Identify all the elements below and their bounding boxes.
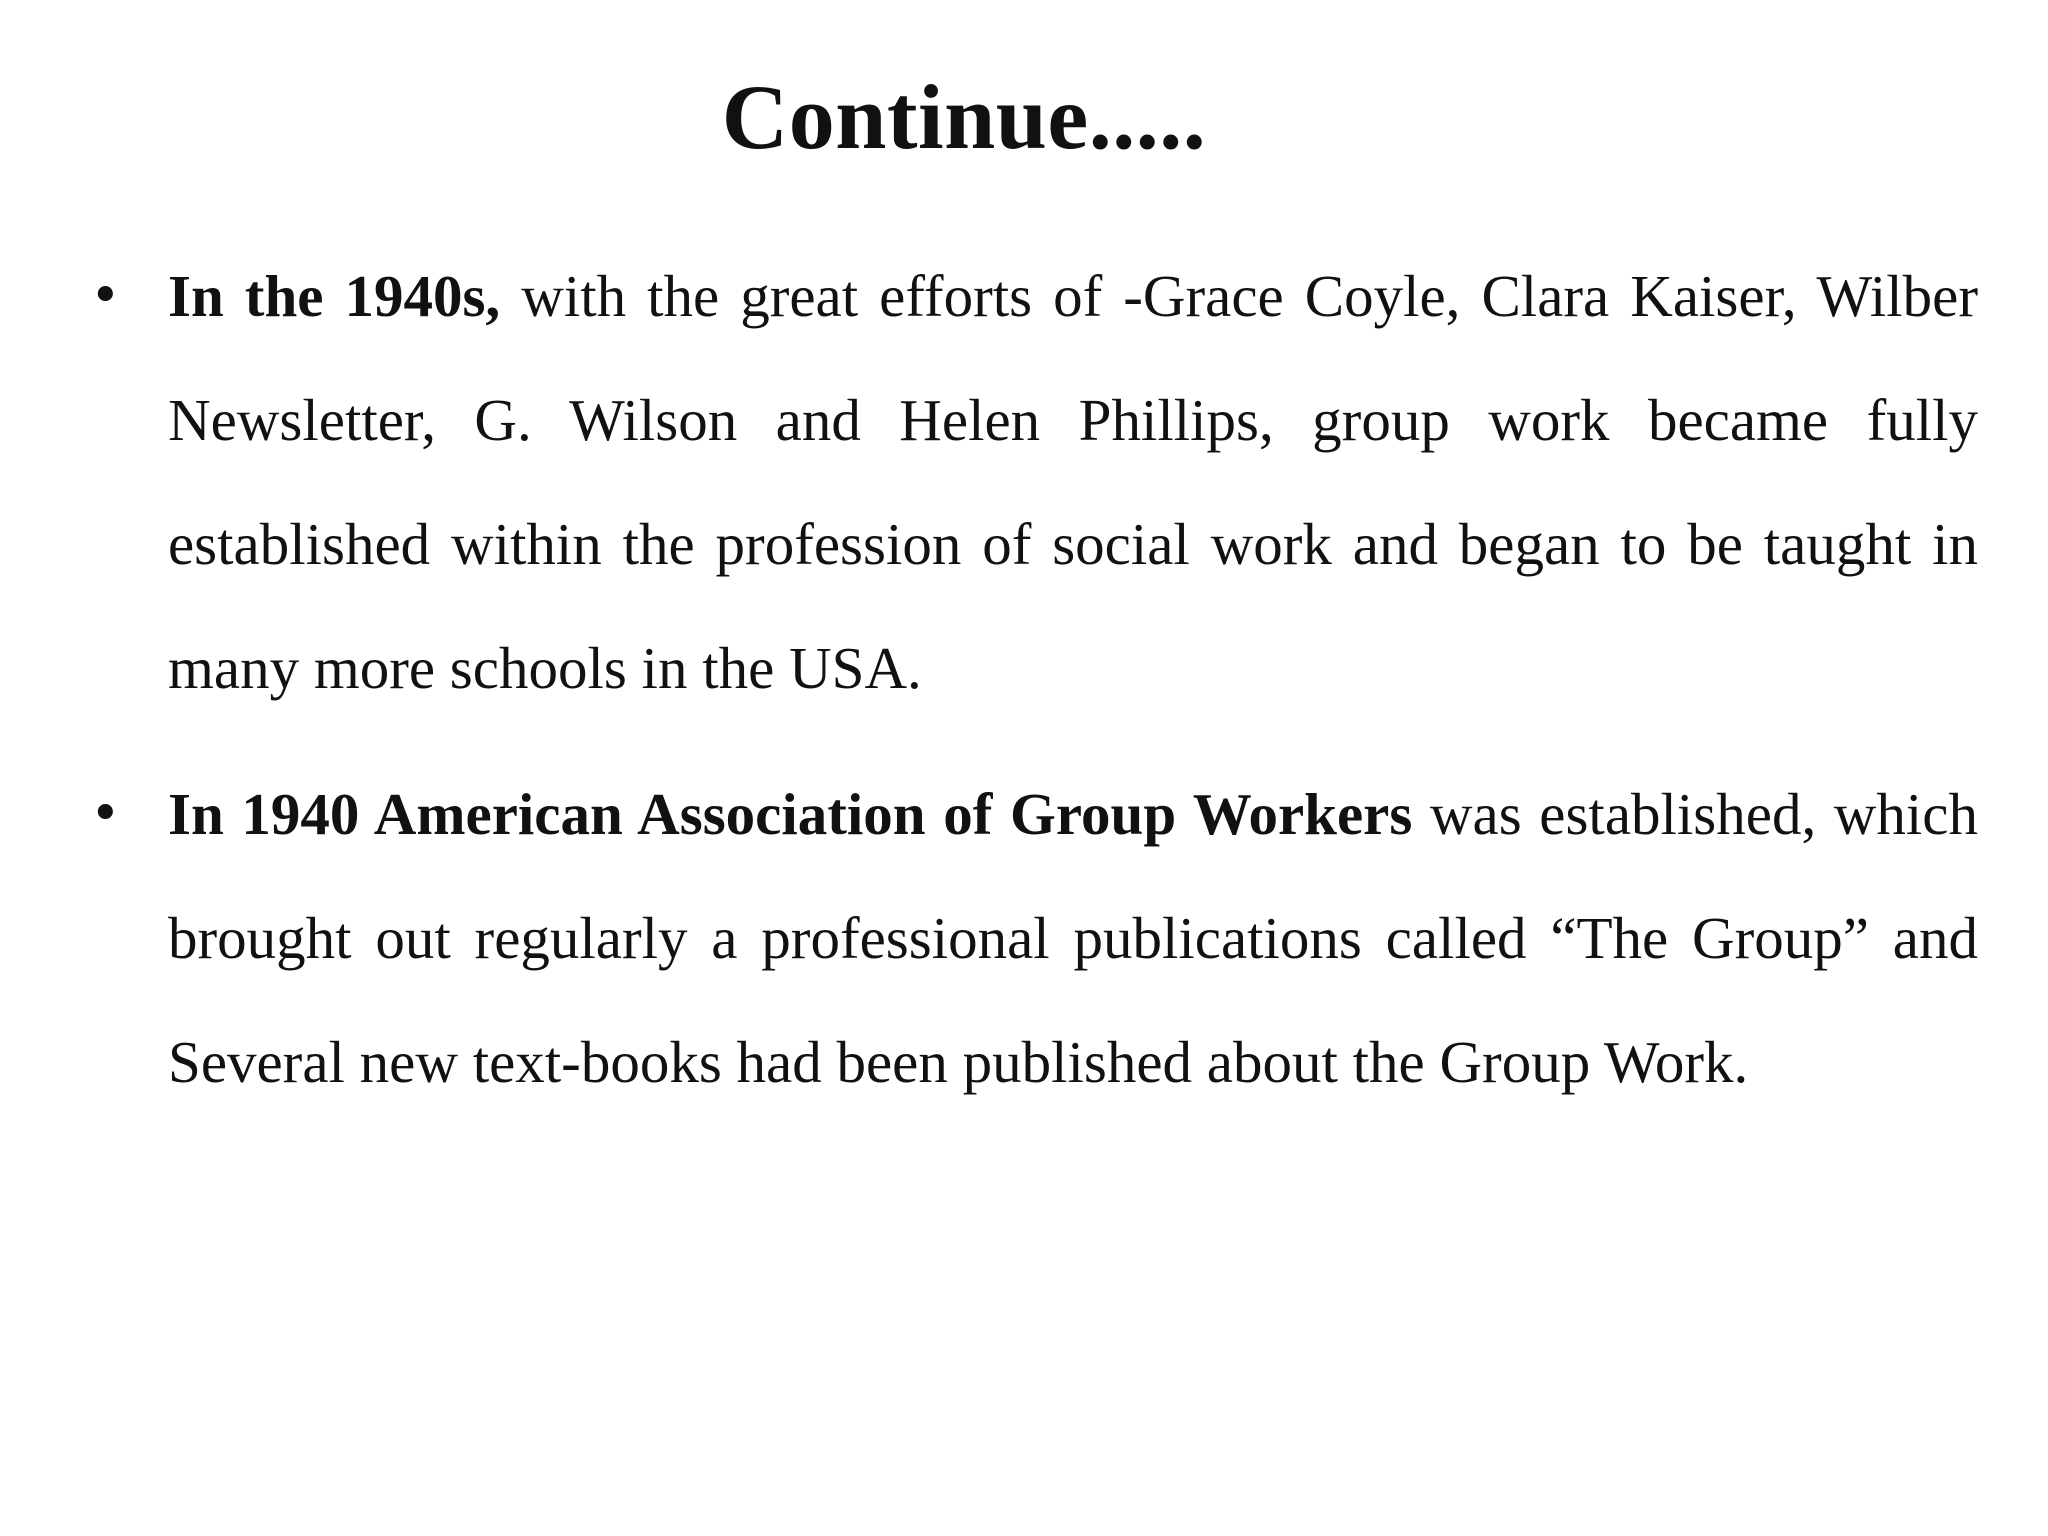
bullet-item-1940s — [90, 234, 1979, 730]
bullet-body-text: was established, which brought out regularly a professional publications called “The Group” and Several new text-books had been published about the Group Work. — [168, 781, 1978, 1095]
slide-title-text: Continue..... — [721, 66, 1207, 168]
bullet-body-text: with the great efforts of -Grace Coyle, Clara Kaiser, Wilber Newsletter, G. Wilson and Helen Phillips, group work became fully established within the profession of social work and began to be taught in many more schools in the USA. — [168, 263, 1979, 701]
bullet-lead-text: In 1940 American Association of Group Workers — [168, 781, 1413, 847]
bullet-marker: • — [90, 784, 121, 844]
bullet-item-aagw — [90, 752, 1978, 1124]
bullet-list — [90, 234, 1979, 1124]
bullet-lead-text: In the 1940s, — [168, 263, 501, 329]
slide-title — [0, 62, 2048, 172]
bullet-marker: • — [90, 266, 121, 326]
